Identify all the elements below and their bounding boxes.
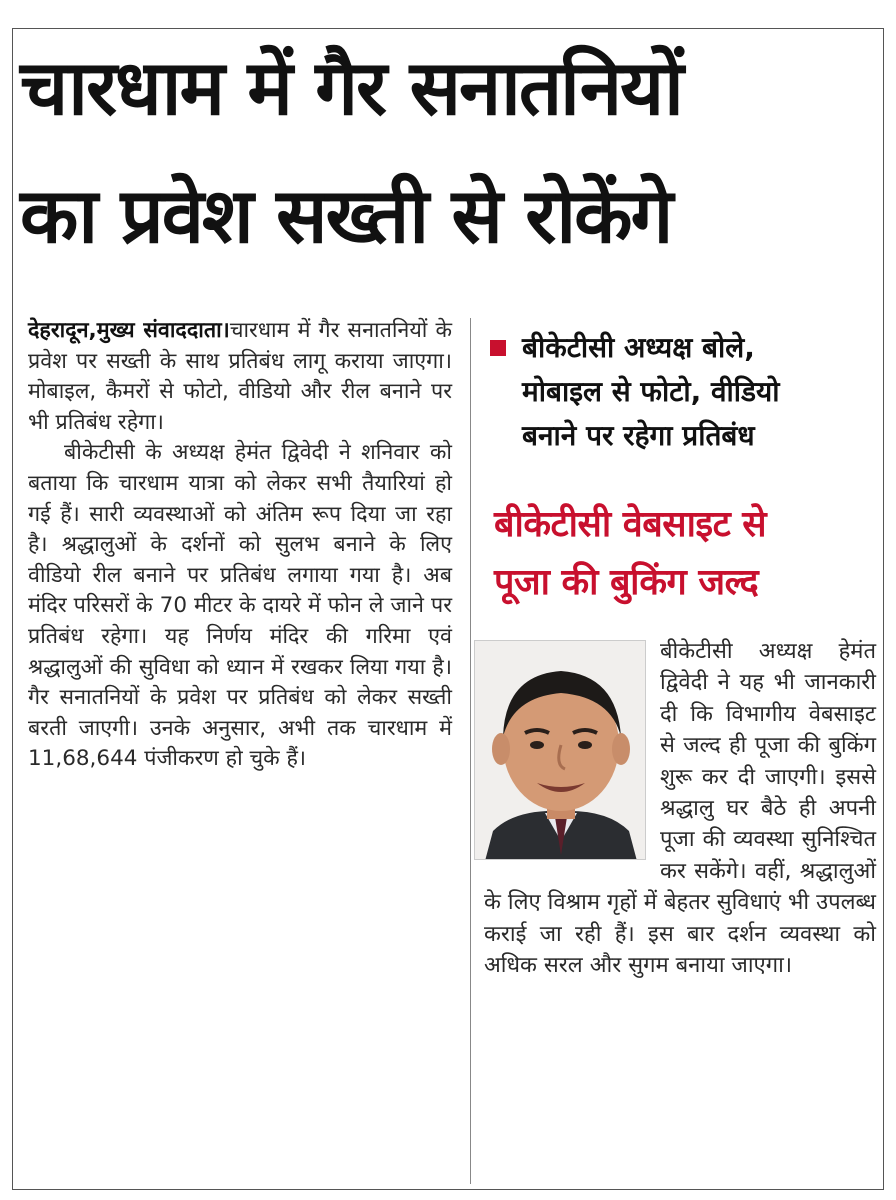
column-divider (470, 318, 471, 1184)
article-paragraph-2: बीकेटीसी के अध्यक्ष हेमंत द्विवेदी ने शनिवार को बताया कि चारधाम यात्रा को लेकर सभी तैयारियां हो गई हैं। सारी व्यवस्थाओं को अंतिम रूप दिया जा रहा है। श्रद्धालुओं के दर्शनों को सुलभ बनाने के लिए वीडियो रील बनाने पर प्रतिबंध लगाया गया है। अब मंदिर परिसरों के 70 मीटर के दायरे में फोन ले जाने पर प्रतिबंध रहेगा। यह निर्णय मंदिर की गरिमा एवं श्रद्धालुओं की सुविधा को ध्यान में रखकर लिया गया है। गैर सनातनियों के प्रवेश पर प्रतिबंध को लेकर सख्ती बरती जाएगी। उनके अनुसार, अभी तक चारधाम में 11,68,644 पंजीकरण हो चुके हैं। (28, 440, 452, 772)
subheadline-line-1: बीकेटीसी अध्यक्ष बोले, (522, 331, 755, 364)
left-column-article (28, 316, 452, 775)
red-square-bullet-icon (490, 340, 506, 356)
red-headline-line-1: बीकेटीसी वेबसाइट से (494, 504, 767, 545)
red-headline (494, 496, 874, 612)
headline-line-1: चारधाम में गैर सनातनियों (20, 43, 682, 132)
subheadline (522, 326, 862, 458)
headline (20, 24, 880, 280)
article-paragraph-1-text: चारधाम में गैर सनातनियों के प्रवेश पर सख्ती के साथ प्रतिबंध लागू कराया जाएगा। मोबाइल, कैमरों से फोटो, वीडियो और रील बनाने पर भी प्रतिबंध रहेगा। (28, 318, 452, 435)
subheadline-line-2: मोबाइल से फोटो, वीडियो (522, 375, 780, 408)
right-column-article (484, 636, 876, 981)
subheadline-line-3: बनाने पर रहेगा प्रतिबंध (522, 419, 755, 452)
article-paragraph-1 (28, 316, 452, 438)
dateline: देहरादून,मुख्य संवाददाता। (28, 318, 230, 343)
right-column-text: बीकेटीसी अध्यक्ष हेमंत द्विवेदी ने यह भी जानकारी दी कि विभागीय वेबसाइट से जल्द ही पूजा की बुकिंग शुरू कर दी जाएगी। इससे श्रद्धालु घर बैठे ही अपनी पूजा की व्यवस्था सुनिश्चित कर सकेंगे। वहीं, श्रद्धालुओं के लिए विश्राम गृहों में बेहतर सुविधाएं भी उपलब्ध कराई जा रही हैं। इस बार दर्शन व्यवस्था को अधिक सरल और सुगम बनाया जाएगा। (484, 639, 876, 979)
red-headline-line-2: पूजा की बुकिंग जल्द (494, 562, 759, 603)
photo-wrap-space (484, 636, 660, 882)
headline-line-2: का प्रवेश सख्ती से रोकेंगे (20, 171, 672, 260)
